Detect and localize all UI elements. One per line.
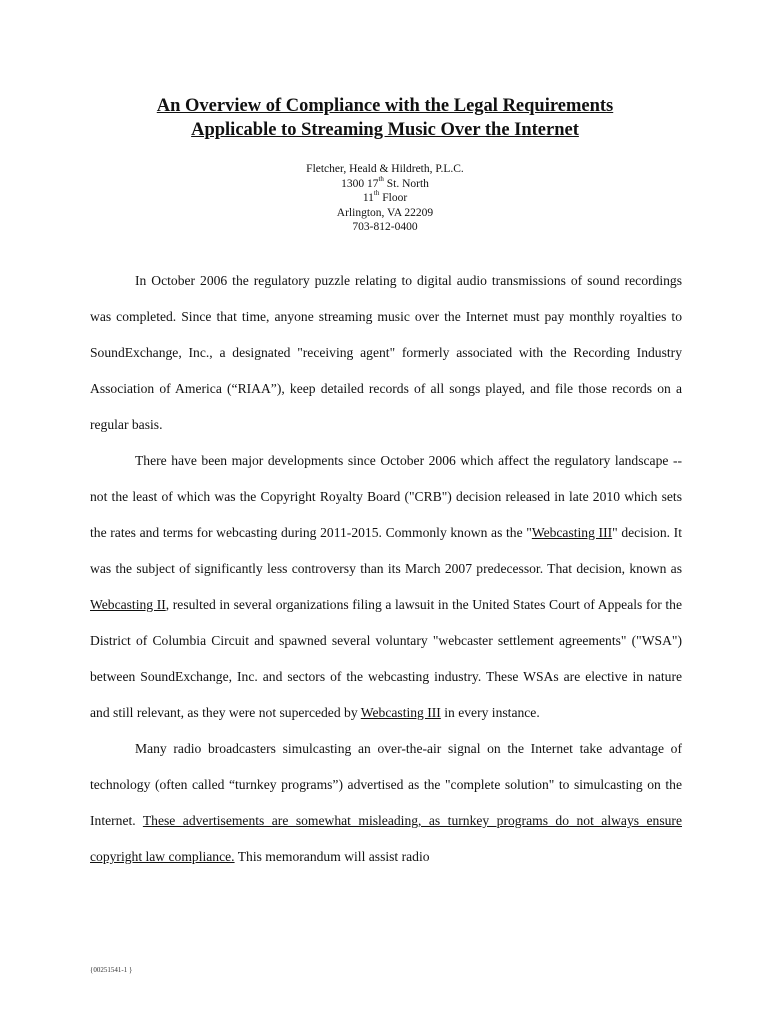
paragraph-2-text-b: " decision. It was the subject of significantly less controversy than its March 2007 predecessor. That decision, known as [90, 525, 682, 576]
turnkey-warning: These advertisements are somewhat misleading, as turnkey programs do not always ensure copyright law compliance. [90, 813, 682, 864]
paragraph-2 [90, 443, 682, 731]
memo-body [90, 263, 682, 875]
paragraph-1: In October 2006 the regulatory puzzle relating to digital audio transmissions of sound recordings was completed. Since that time, anyone streaming music over the Internet must pay monthly royalties to SoundExchange, Inc., a designated "receiving agent" formerly associated with the Recording Industry Association of America (“RIAA”), keep detailed records of all songs played, and file those records on a regular basis. [90, 273, 682, 432]
street-name: St. North [383, 177, 429, 190]
floor-label: Floor [379, 192, 408, 204]
paragraph-2-text-a: There have been major developments since October 2006 which affect the regulatory landscape -- not the least of which was the Copyright Royalty Board ("CRB") decision released in late 2010 which sets the rates and terms for webcasting during 2011-2015. Commonly known as the " [90, 453, 682, 540]
title-line-2: Applicable to Streaming Music Over the Internet [191, 120, 579, 140]
webcasting-iii-ref-2: Webcasting III [360, 705, 441, 720]
firm-name: Fletcher, Heald & Hildreth, P.L.C. [306, 163, 464, 175]
document-title [0, 94, 770, 142]
street-number: 1300 17 [341, 177, 379, 190]
street-address [0, 174, 770, 192]
paragraph-2-text-d: in every instance. [440, 705, 540, 720]
title-line-1: An Overview of Compliance with the Legal Requirements [156, 96, 614, 116]
phone-number: 703-812-0400 [352, 221, 418, 233]
webcasting-iii-ref: Webcasting III [531, 525, 613, 540]
document-id-footer: {00251541-1 } [90, 966, 133, 974]
street-ordinal: th [378, 174, 384, 183]
webcasting-ii-ref: Webcasting II [90, 597, 166, 612]
paragraph-3-text-b: This memorandum will assist radio [234, 849, 430, 864]
paragraph-3-text-a: Many radio broadcasters simulcasting an over-the-air signal on the Internet take advantage of technology (often called “turnkey programs”) advertised as the "complete solution" to simulcasting on the Internet. [90, 741, 682, 828]
paragraph-3 [90, 731, 682, 875]
city-state-zip: Arlington, VA 22209 [336, 206, 434, 219]
floor-number: 11 [362, 192, 374, 204]
paragraph-2-text-c: , resulted in several organizations filing a lawsuit in the United States Court of Appeals for the District of Columbia Circuit and spawned several voluntary "webcaster settlement agreements" ("WSA") between SoundExchange, Inc. and sectors of the webcasting industry. These WSAs are elective in nature and still relevant, as they were not superceded by [90, 597, 682, 720]
floor-ordinal: th [373, 189, 380, 198]
floor [0, 191, 770, 206]
firm-address-block [0, 162, 770, 235]
